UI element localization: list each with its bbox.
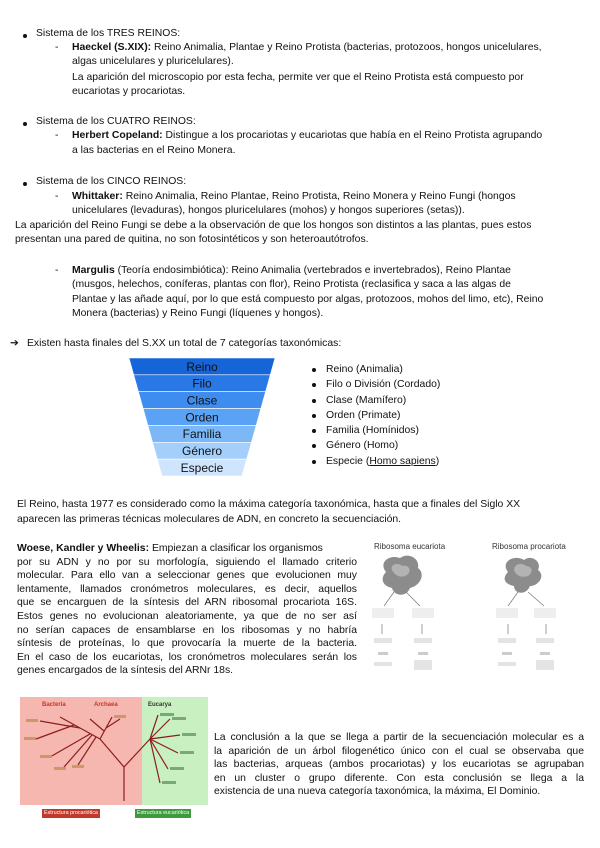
dash-icon: -: [55, 191, 59, 202]
taxonomy-pyramid: [129, 358, 275, 476]
ribosome-small-labels: [372, 608, 556, 670]
fungi-note-2: presentan una pared de quitina, no son fotosintéticos y son heteroautótrofos.: [15, 234, 369, 245]
conclusion-line-5: existencia de una nueva categoría taxonómica, la máxima, El Dominio.: [214, 786, 541, 798]
dash-icon: -: [55, 265, 59, 276]
pyramid-label: Familia: [182, 427, 222, 442]
whittaker-author: Whittaker:: [72, 191, 123, 202]
ribosome-eucariota-title: Ribosoma eucariota: [374, 542, 446, 551]
woese-line-9: En el caso de los eucariotas, los cronómetros moleculares serán los: [17, 651, 357, 663]
rank-item: Clase (Mamífero): [310, 393, 440, 408]
dash-icon: -: [55, 42, 59, 53]
heading-cuatro-reinos: Sistema de los CUATRO REINOS:: [36, 116, 196, 127]
haeckel-text-1: Reino Animalia, Plantae y Reino Protista (bacterias, protozoos, hongos unicelulares,: [154, 42, 542, 53]
species-name: Homo sapiens: [369, 455, 436, 467]
woese-line-2: por su ADN y no por su morfología, siguiendo el llamado criterio: [17, 556, 357, 568]
species-suffix: ): [435, 455, 440, 467]
haeckel-text-4: eucariotas y procariotas.: [72, 86, 186, 97]
woese-line-4: lentamente, llamados cronómetros moleculares, es decir, aquellos: [17, 583, 357, 595]
rank-item: Familia (Homínidos): [310, 423, 440, 438]
margulis-text-3: Plantae y las añade aquí, por lo que está compuesto por algas, protozoos, mohos del limo, etc), Reino: [72, 294, 544, 305]
bullet-icon: [23, 122, 27, 126]
ribosome-arrows: [382, 592, 546, 634]
eukaryotic-ribosome-image: [383, 556, 422, 595]
tag-eukaryotic-structure: Estructura eucariótica: [137, 810, 190, 816]
conclusion-paragraph: [214, 731, 584, 799]
whittaker-text-2: unicelulares (levaduras), hongos pluricelulares (mohos) y hongos superiores (setas)).: [72, 205, 465, 216]
margulis-text-1: (Teoría endosimbiótica): Reino Animalia (vertebrados e invertebrados), Reino Plantae: [117, 265, 511, 276]
woese-line-3: molecular. Para ello van a seleccionar genes que evolucionen muy: [17, 570, 357, 582]
bullet-icon: [23, 182, 27, 186]
woese-line-7: no serían capaces de ensamblarse en los ribosomas y no habría: [17, 624, 357, 636]
rank-item: Género (Homo): [310, 438, 440, 453]
margulis-text-4: Monera (bacterias) y Reino Fungi (líquenes y hongos).: [72, 308, 324, 319]
rank-item: Filo o División (Cordado): [310, 377, 440, 392]
margulis-line-1: [72, 264, 582, 278]
woese-line-5: que se encarguen de la síntesis del ARN ribosomal procariota 16S.: [17, 597, 357, 609]
bullet-icon: [23, 34, 27, 38]
haeckel-text-3: La aparición del microscopio por esta fecha, permite ver que el Reino Protista está compuesto por: [72, 72, 524, 83]
eucarya-label: Eucarya: [148, 702, 172, 708]
reino-para-2: aparecen las primeras técnicas moleculares de ADN, en concreto la secuenciación.: [17, 514, 402, 525]
copeland-line-1: [72, 129, 584, 143]
pyramid-label: Especie: [180, 460, 224, 475]
haeckel-text-2: algas unicelulares y pluricelulares).: [72, 56, 234, 67]
prokaryotic-ribosome-image: [505, 558, 542, 593]
conclusion-line-2: la aparición de un árbol filogenético único con el cual se observaba que: [214, 745, 584, 757]
copeland-text-1: Distingue a los procariotas y eucariotas que había en el Reino Protista agrupando: [165, 130, 543, 141]
tag-prokaryotic-structure: Estructura procariótica: [44, 810, 98, 816]
fungi-note-1: La aparición del Reino Fungi se debe a la observación de que los hongos son distintos a las plantas, pues estos: [15, 220, 532, 231]
ribosome-procariota-title: Ribosoma procariota: [492, 542, 566, 551]
woese-text-1: Empiezan a clasificar los organismos: [151, 543, 323, 554]
rank-item: Orden (Primate): [310, 408, 440, 423]
rank-item: Reino (Animalia): [310, 362, 440, 377]
woese-line-8: síntesis de proteínas, lo que provocaría la muerte de la bacteria.: [17, 638, 357, 650]
woese-line-1: [17, 542, 357, 556]
heading-cinco-reinos: Sistema de los CINCO REINOS:: [36, 176, 187, 187]
woese-line-6: Estos genes no evolucionan aleatoriamente, ya que de no ser así: [17, 610, 357, 622]
taxonomy-pyramid-svg: [129, 358, 275, 476]
species-prefix: Especie (: [326, 455, 370, 467]
haeckel-line-1: [72, 41, 582, 55]
margulis-text-2: (musgos, helechos, coníferas, plantas con flor), Reino Protista (reclasifica y saca a las algas de: [72, 279, 511, 290]
woese-line-10: genes encargados de la síntesis del ARNr 18s.: [17, 665, 234, 677]
arrow-icon: ➔: [10, 338, 19, 349]
pyramid-label: Filo: [192, 376, 212, 391]
pyramid-label: Reino: [186, 359, 218, 374]
haeckel-author: Haeckel (S.XIX):: [72, 42, 152, 53]
reino-para-1: El Reino, hasta 1977 es considerado como la máxima categoría taxonómica, hasta que a finales del Siglo XX: [17, 499, 521, 510]
archaea-label: Archaea: [94, 702, 118, 708]
pyramid-label: Clase: [186, 393, 218, 408]
phylogenetic-tree-svg: [20, 697, 208, 821]
heading-tres-reinos: Sistema de los TRES REINOS:: [36, 28, 181, 39]
conclusion-line-4: en un cluster o grupo diferente. Con esta conclusión se llega a la: [214, 772, 584, 784]
copeland-text-2: a las bacterias en el Reino Monera.: [72, 145, 236, 156]
conclusion-line-3: las bacterias, arqueas (ambos procariotas) y los eucariotas se agrupaban: [214, 759, 584, 771]
ribosome-figure: [368, 540, 586, 680]
margulis-author: Margulis: [72, 265, 115, 276]
rank-list: [310, 362, 440, 469]
woese-paragraph: [17, 542, 357, 678]
rank-item-species: [310, 454, 440, 469]
pyramid-label: Orden: [185, 410, 219, 425]
copeland-author: Herbert Copeland:: [72, 130, 163, 141]
phylogenetic-tree-figure: [20, 697, 208, 821]
dash-icon: -: [55, 130, 59, 141]
whittaker-text-1: Reino Animalia, Reino Plantae, Reino Protista, Reino Monera y Reino Fungi (hongos: [125, 191, 516, 202]
woese-authors: Woese, Kandler y Wheelis:: [17, 543, 150, 554]
conclusion-line-1: La conclusión a la que se llega a partir de la secuenciación molecular es a: [214, 732, 584, 743]
categories-intro: Existen hasta finales del S.XX un total de 7 categorías taxonómicas:: [27, 338, 342, 349]
bacteria-label: Bacteria: [42, 702, 66, 708]
whittaker-line-1: [72, 190, 584, 204]
pyramid-label: Género: [181, 444, 223, 459]
ribosome-figure-svg: [368, 540, 586, 680]
